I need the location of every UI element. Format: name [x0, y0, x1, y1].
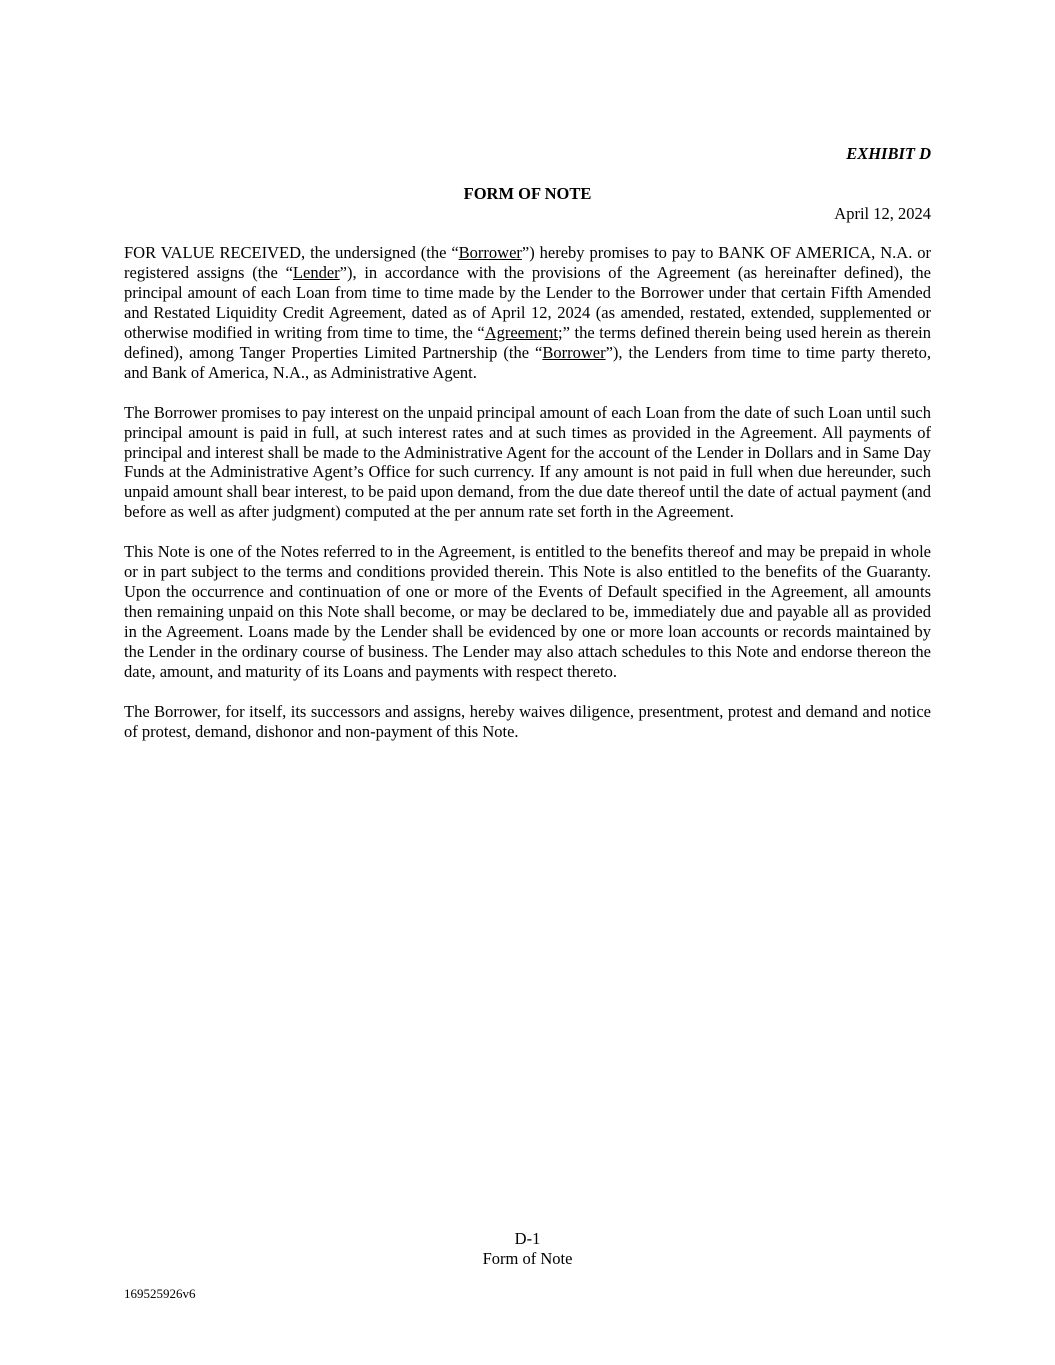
- document-title: FORM OF NOTE: [463, 184, 592, 203]
- defined-term-agreement: Agreement: [484, 322, 558, 342]
- defined-term-borrower-2: Borrower: [542, 342, 606, 362]
- page-footer: [0, 1229, 1055, 1269]
- paragraph-waiver: The Borrower, for itself, its successors and assigns, hereby waives diligence, presentment, protest and demand and notice of protest, demand, dishonor and non-payment of this Note.: [124, 701, 931, 741]
- defined-term-lender: Lender: [292, 262, 340, 282]
- text-segment: FOR VALUE RECEIVED, the undersigned (the “: [124, 243, 459, 262]
- text-segment: ”), in accordance with the provisions of the Agreement (as hereinafter defined), the principal amount of each Loan from time to time made by the Lender to the Borrower under that certain Fifth Amended and Restated Liquidity Credit Agreement, dated as of April 12, 2024 (as amended, restated, extended, supplemented or otherwise modified in writing from time to time, the “: [124, 262, 931, 342]
- text-segment: ”), the Lenders from time to time party thereto, and Bank of America, N.A., as Administrative Agent.: [124, 342, 932, 382]
- footer-label: Form of Note: [482, 1249, 573, 1268]
- paragraph-notes: This Note is one of the Notes referred to in the Agreement, is entitled to the benefits thereof and may be prepaid in whole or in part subject to the terms and conditions provided therein. This Note is also entitled to the benefits of the Guaranty. Upon the occurrence and continuation of one or more of the Events of Default specified in the Agreement, all amounts then remaining unpaid on this Note shall become, or may be declared to be, immediately due and payable all as provided in the Agreement. Loans made by the Lender shall be evidenced by one or more loan accounts or records maintained by the Lender in the ordinary course of business. The Lender may also attach schedules to this Note and endorse thereon the date, amount, and maturity of its Loans and payments with respect thereto.: [124, 542, 931, 681]
- document-id: 169525926v6: [124, 1286, 196, 1301]
- document-body: [124, 243, 931, 742]
- page-number: D-1: [514, 1229, 541, 1248]
- text-segment: ”) hereby promises to pay to BANK OF AMERICA, N.A. or registered assigns (the “: [124, 243, 931, 282]
- document-date: April 12, 2024: [834, 204, 931, 223]
- text-segment: ;” the terms defined therein being used herein as therein defined), among Tanger Properties Limited Partnership (the “: [124, 322, 931, 362]
- paragraph-interest: The Borrower promises to pay interest on the unpaid principal amount of each Loan from the date of such Loan until such principal amount is paid in full, at such interest rates and at such times as provided in the Agreement. All payments of principal and interest shall be made to the Administrative Agent for the account of the Lender in Dollars and in Same Day Funds at the Administrative Agent’s Office for such currency. If any amount is not paid in full when due hereunder, such unpaid amount shall bear interest, to be paid upon demand, from the due date thereof until the date of actual payment (and before as well as after judgment) computed at the per annum rate set forth in the Agreement.: [124, 402, 931, 522]
- exhibit-label: EXHIBIT D: [846, 144, 931, 163]
- paragraph-value-received: [124, 243, 931, 383]
- defined-term-borrower: Borrower: [458, 243, 522, 262]
